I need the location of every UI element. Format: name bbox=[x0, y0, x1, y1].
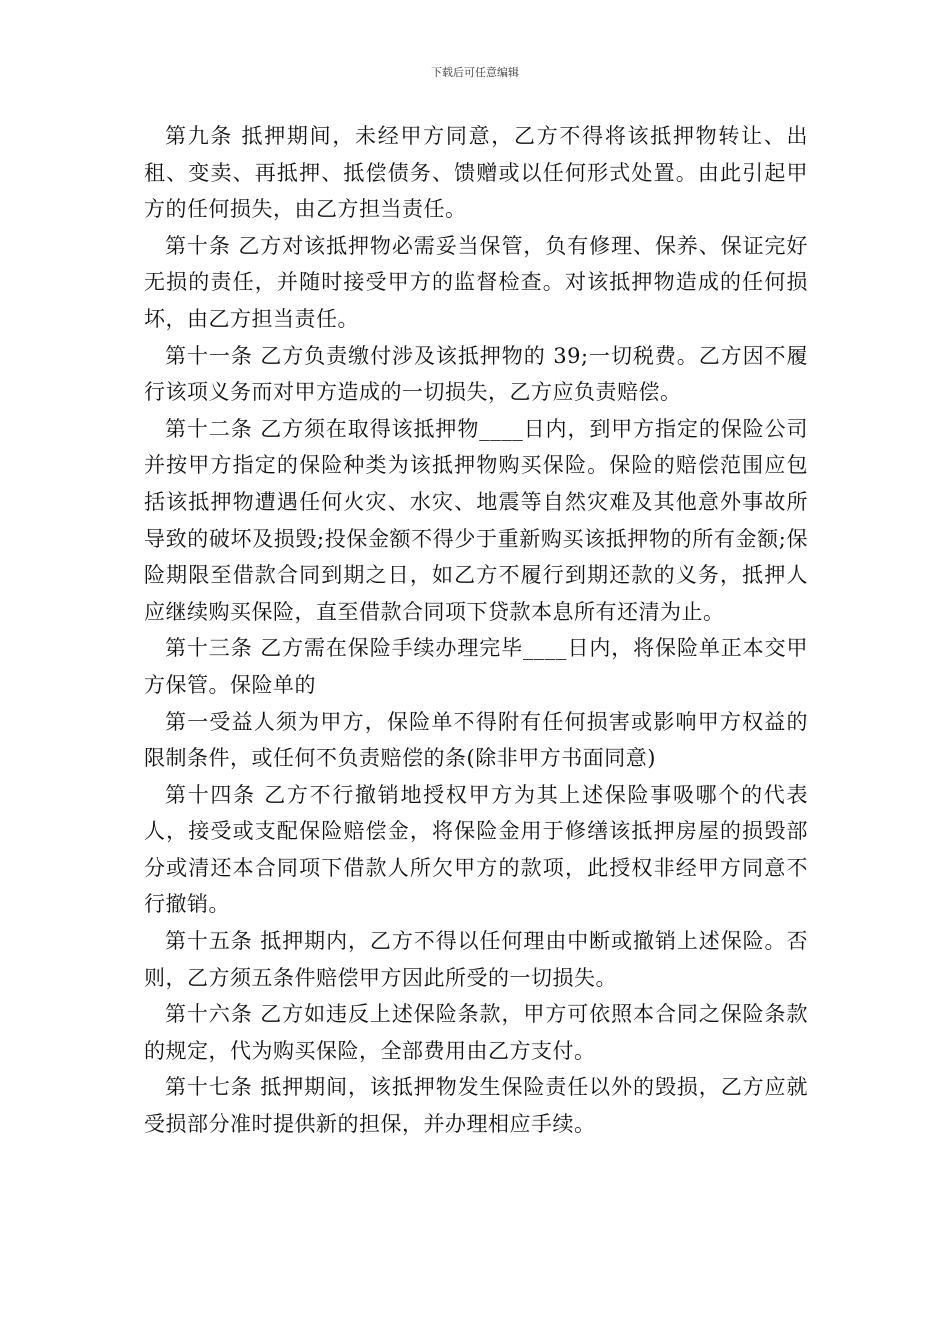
clause-16-paragraph: 第十六条 乙方如违反上述保险条款，甲方可依照本合同之保险条款的规定，代为购买保险，全部费用由乙方支付。 bbox=[144, 1002, 808, 1063]
beneficiary-paragraph: 第一受益人须为甲方，保险单不得附有任何损害或影响甲方权益的限制条件，或任何不负责赔偿的条(除非甲方书面同意) bbox=[144, 709, 808, 771]
clause-17-paragraph: 第十七条 抵押期间，该抵押物发生保险责任以外的毁损，乙方应就受损部分准时提供新的担保，并办理相应手续。 bbox=[144, 1075, 808, 1137]
clause-15-paragraph: 第十五条 抵押期内，乙方不得以任何理由中断或撤销上述保险。否则，乙方须五条件赔偿甲方因此所受的一切损失。 bbox=[144, 929, 808, 990]
clause-9-paragraph: 第九条 抵押期间，未经甲方同意，乙方不得将该抵押物转让、出租、变卖、再抵押、抵偿债务、馈赠或以任何形式处置。由此引起甲方的任何损失，由乙方担当责任。 bbox=[144, 124, 808, 222]
clause-12-paragraph: 第十二条 乙方须在取得该抵押物____日内，到甲方指定的保险公司并按甲方指定的保险种类为该抵押物购买保险。保险的赔偿范围应包括该抵押物遭遇任何火灾、水灾、地震等自然灾难及其他意外事故所导致的破坏及损毁;投保金额不得少于重新购买该抵押物的所有金额;保险期限至借款合同到期之日，如乙方不履行到期还款的义务，抵押人应继续购买保险，直至借款合同项下贷款本息所有还清为止。 bbox=[144, 416, 808, 624]
clause-11-paragraph: 第十一条 乙方负责缴付涉及该抵押物的 39;一切税费。乙方因不履行该项义务而对甲方造成的一切损失，乙方应负责赔偿。 bbox=[144, 343, 808, 405]
clause-13-paragraph: 第十三条 乙方需在保险手续办理完毕____日内，将保险单正本交甲方保管。保险单的 bbox=[144, 636, 808, 697]
document-body bbox=[144, 118, 808, 1143]
page-header: 下载后可任意编辑 bbox=[431, 66, 519, 79]
clause-14-paragraph: 第十四条 乙方不行撤销地授权甲方为其上述保险事吸哪个的代表人，接受或支配保险赔偿金，将保险金用于修缮该抵押房屋的损毁部分或清还本合同项下借款人所欠甲方的款项，此授权非经甲方同意不行撤销。 bbox=[144, 782, 808, 917]
clause-10-paragraph: 第十条 乙方对该抵押物必需妥当保管，负有修理、保养、保证完好无损的责任，并随时接受甲方的监督检查。对该抵押物造成的任何损坏，由乙方担当责任。 bbox=[144, 233, 808, 331]
